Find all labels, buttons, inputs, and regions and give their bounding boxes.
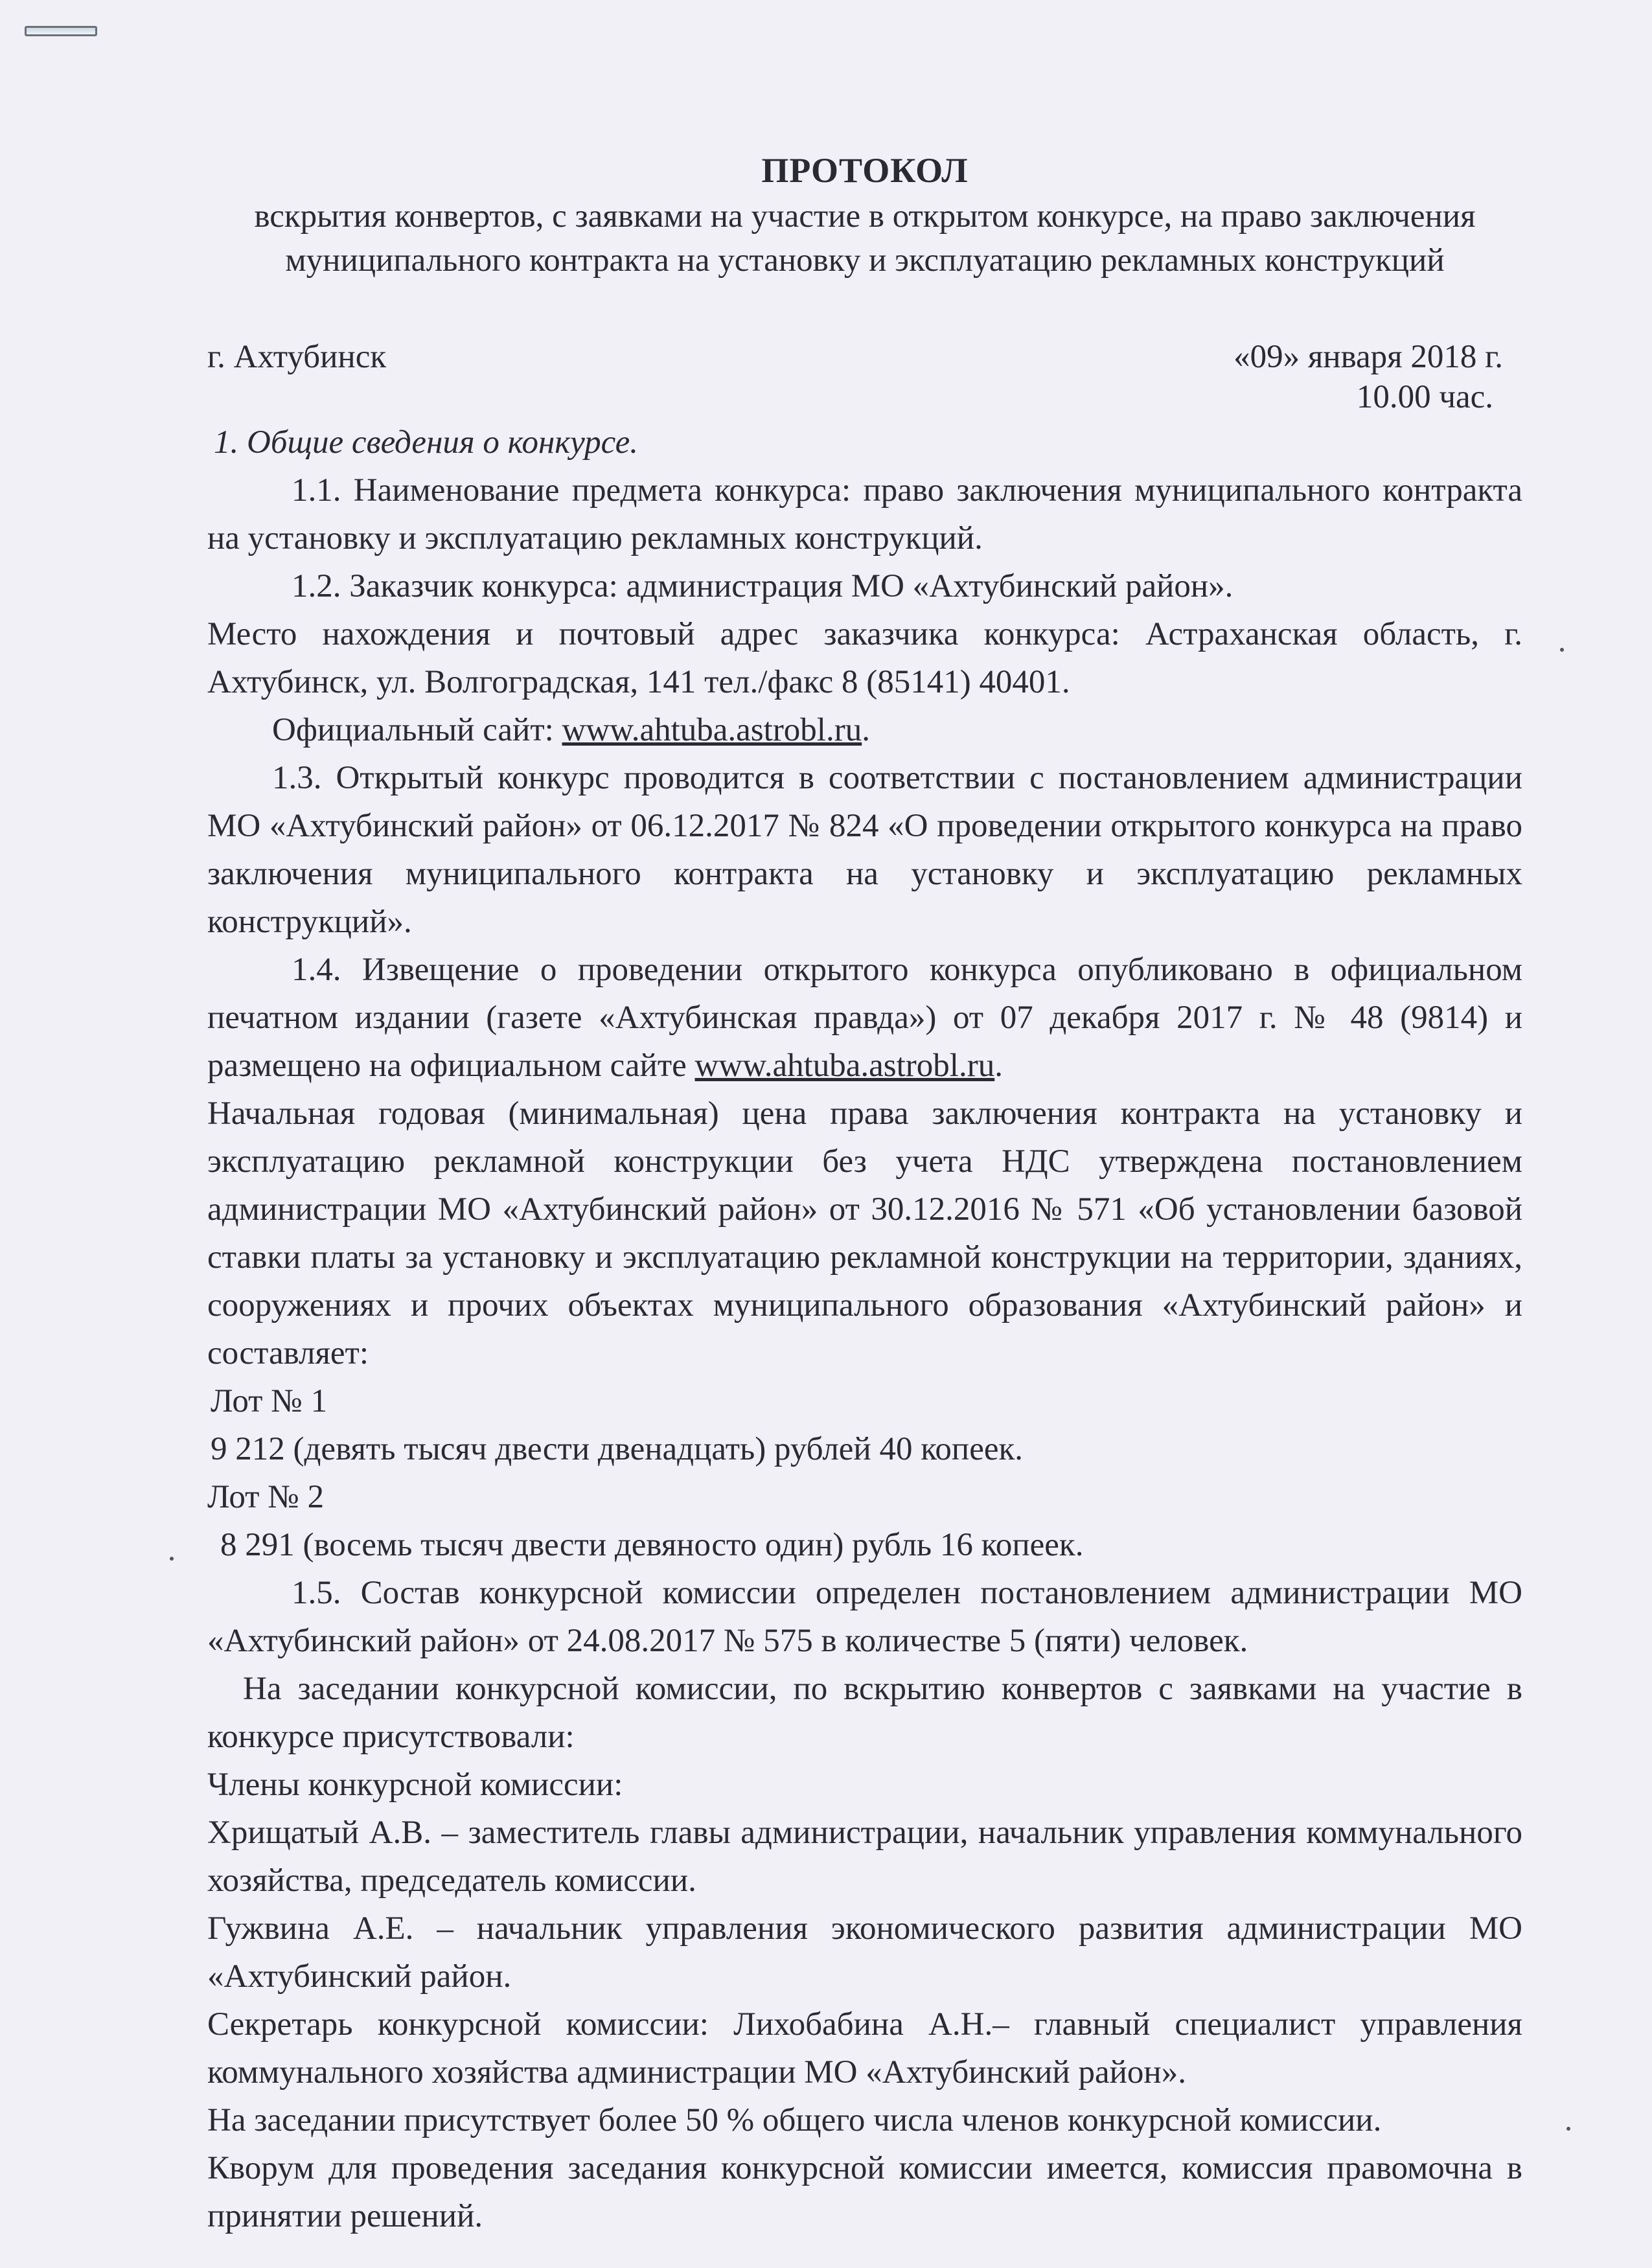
lot-2-label: Лот № 2 (207, 1479, 325, 1515)
customer-address: Место нахождения и почтовый адрес заказчика конкурса: Астраханская область, г. Ахтубинск, ул. Волгоградская, 141 тел./факс 8 (85141) 40401. (207, 616, 1522, 700)
paragraph-1-5: 1.5. Состав конкурсной комиссии определен постановлением администрации МО «Ахтубинский район» от 24.08.2017 № 575 в количестве 5 (пяти) человек. (207, 1575, 1522, 1659)
publication-site-link[interactable]: www.ahtuba.astrobl.ru (694, 1048, 995, 1084)
document-body (207, 418, 1522, 2240)
paragraph-1-2: 1.2. Заказчик конкурса: администрация МО «Ахтубинский район». (292, 568, 1233, 604)
scan-speck (1560, 648, 1564, 652)
official-site-link[interactable]: www.ahtuba.astrobl.ru (562, 712, 862, 748)
member-1: Хрищатый А.В. – заместитель главы администрации, начальник управления коммунального хозяйства, председатель комиссии. (207, 1815, 1522, 1899)
member-2: Гужвина А.Е. – начальник управления экономического развития администрации МО «Ахтубинский район. (207, 1910, 1522, 1995)
document-time: 10.00 час. (1356, 379, 1493, 415)
staple-mark (25, 26, 97, 36)
lot-1-label: Лот № 1 (211, 1383, 328, 1419)
paragraph-1-3: 1.3. Открытый конкурс проводится в соответствии с постановлением администрации МО «Ахтубинский район» от 06.12.2017 № 824 «О проведении открытого конкурса на право заключения муниципального контракта на установку и эксплуатацию рекламных конструкций». (207, 760, 1522, 940)
document-date: «09» января 2018 г. (1233, 339, 1503, 375)
paragraph-1-4-text: 1.4. Извещение о проведении открытого конкурса опубликовано в официальном печатном издании (газете «Ахтубинская правда») от 07 декабря 2017 г. № 48 (9814) и размещено на официальном сайте (207, 952, 1522, 1084)
presence-statement: На заседании присутствует более 50 % общего числа членов конкурсной комиссии. (207, 2102, 1382, 2138)
document-city: г. Ахтубинск (207, 339, 387, 375)
paragraph-1-1: 1.1. Наименование предмета конкурса: право заключения муниципального контракта на установку и эксплуатацию рекламных конструкций. (207, 472, 1522, 556)
scan-speck (1566, 2127, 1570, 2131)
section-heading: 1. Общие сведения о конкурсе. (214, 424, 638, 461)
official-site (207, 706, 1522, 754)
official-site-end: . (862, 712, 870, 748)
members-label: Члены конкурсной комиссии: (207, 1767, 623, 1803)
paragraph-1-4 (207, 946, 1522, 1090)
scan-speck (170, 1557, 174, 1561)
quorum-statement: Кворум для проведения заседания конкурсной комиссии имеется, комиссия правомочна в принятии решений. (207, 2150, 1522, 2234)
secretary: Секретарь конкурсной комиссии: Лихобабина А.Н.– главный специалист управления коммунального хозяйства администрации МО «Ахтубинский район». (207, 2006, 1522, 2090)
document-subtitle: вскрытия конвертов, с заявками на участие в открытом конкурсе, на право заключения муниципального контракта на установку и эксплуатацию рекламных конструкций (254, 198, 1476, 279)
lot-2-amount: 8 291 (восемь тысяч двести девяносто один) рубль 16 копеек. (220, 1527, 1084, 1563)
initial-price-paragraph: Начальная годовая (минимальная) цена права заключения контракта на установку и эксплуатацию рекламной конструкции без учета НДС утверждена постановлением администрации МО «Ахтубинский район» от 30.12.2016 № 571 «Об установлении базовой ставки платы за установку и эксплуатацию рекламной конструкции на территории, зданиях, сооружениях и прочих объектах муниципального образования «Ахтубинский район» и составляет: (207, 1095, 1522, 1371)
paragraph-1-4-end: . (994, 1048, 1003, 1084)
document-title: ПРОТОКОЛ (761, 151, 969, 190)
attendance-intro: На заседании конкурсной комиссии, по вскрытию конвертов с заявками на участие в конкурсе присутствовали: (207, 1671, 1522, 1755)
official-site-label: Официальный сайт: (272, 712, 562, 748)
lot-1-amount: 9 212 (девять тысяч двести двенадцать) рублей 40 копеек. (211, 1431, 1024, 1467)
